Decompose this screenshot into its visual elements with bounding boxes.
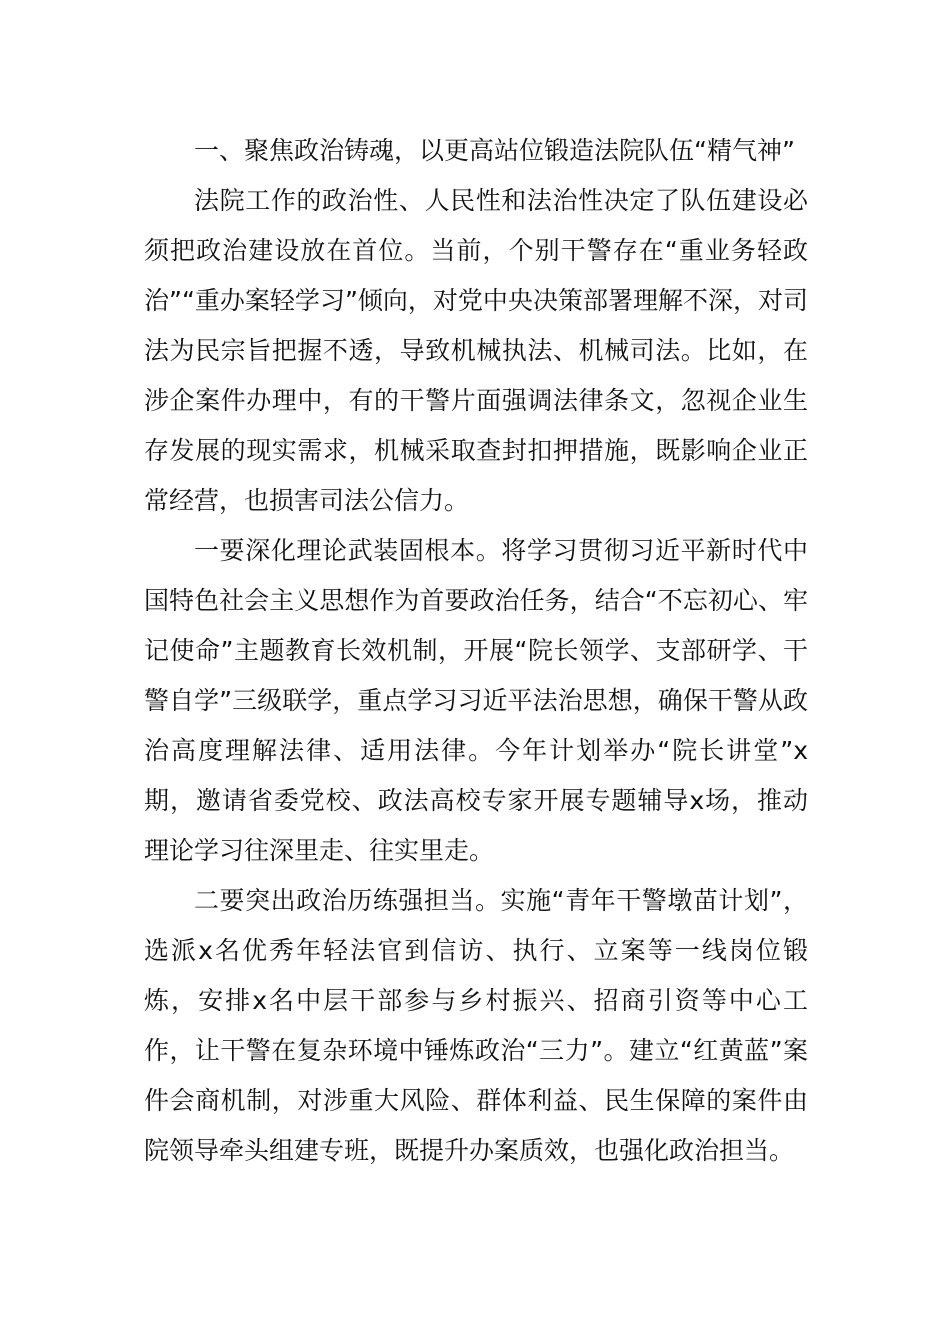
paragraph-3: 二要突出政治历练强担当。实施“青年干警墩苗计划”，选派x名优秀年轻法官到信访、执行、立案等一线岗位锻炼，安排x名中层干部参与乡村振兴、招商引资等中心工作，让干警在复杂环境中锤炼政治“三力”。建立“红黄蓝”案件会商机制，对涉重大风险、群体利益、民生保障的案件由院领导牵头组建专班，既提升办案质效，也强化政治担当。 (144, 886, 808, 1165)
document-body (144, 126, 808, 1176)
paragraph-2: 一要深化理论武装固根本。将学习贯彻习近平新时代中国特色社会主义思想作为首要政治任务，结合“不忘初心、牢记使命”主题教育长效机制，开展“院长领学、支部研学、干警自学”三级联学，重点学习习近平法治思想，确保干警从政治高度理解法律、适用法律。今年计划举办“院长讲堂”x期，邀请省委党校、政法高校专家开展专题辅导x场，推动理论学习往深里走、往实里走。 (144, 536, 808, 865)
section-heading: 一、聚焦政治铸魂，以更高站位锻造法院队伍“精气神” (194, 136, 795, 165)
paragraph-1: 法院工作的政治性、人民性和法治性决定了队伍建设必须把政治建设放在首位。当前，个别干警存在“重业务轻政治”“重办案轻学习”倾向，对党中央决策部署理解不深，对司法为民宗旨把握不透，导致机械执法、机械司法。比如，在涉企案件办理中，有的干警片面强调法律条文，忽视企业生存发展的现实需求，机械采取查封扣押措施，既影响企业正常经营，也损害司法公信力。 (144, 186, 808, 515)
